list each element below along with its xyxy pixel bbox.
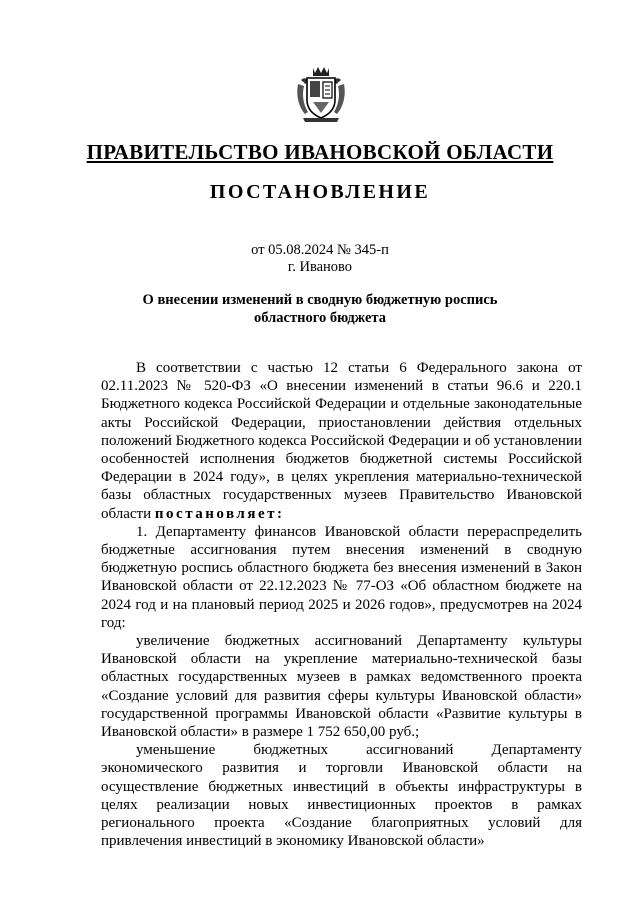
increase-paragraph: увеличение бюджетных ассигнований Департаменту культуры Ивановской области на укрепление материально-технической базы областных государственных музеев в рамках ведомственного проекта «Создание условий для развития сферы культуры Ивановской области» государственной программы Ивановской области «Развитие культуры в Ивановской области» в размере 1 752 650,00 руб.; [101, 633, 582, 741]
document-body [101, 359, 582, 850]
title-line-2: областного бюджета [254, 310, 386, 326]
preamble-paragraph [101, 359, 582, 523]
decree-word: постановляет [154, 505, 277, 522]
date-and-number: от 05.08.2024 № 345-п [251, 242, 389, 258]
clause-1-paragraph: 1. Департаменту финансов Ивановской области перераспределить бюджетные ассигнования путем внесения изменений в сводную бюджетную роспись областного бюджета без внесения изменений в Закон Ивановской области от 22.12.2023 № 77-ОЗ «Об областном бюджете на 2024 год и на плановый период 2025 и 2026 годов», предусмотрев на 2024 год: [101, 523, 582, 631]
decree-colon: : [277, 505, 285, 522]
title-line-1: О внесении изменений в сводную бюджетную роспись [142, 292, 498, 308]
city: г. Иваново [287, 259, 353, 275]
preamble-text: В соответствии с частью 12 статьи 6 Федерального закона от 02.11.2023 № 520-ФЗ «О внесении изменений в статьи 96.6 и 220.1 Бюджетного кодекса Российской Федерации и отдельные законодательные акты Российской Федерации, приостановлении действия отдельных положений Бюджетного кодекса Российской Федерации и об установлении особенностей исполнения бюджетов бюджетной системы Российской Федерации в 2024 году», в целях укрепления материально-технической базы областных государственных музеев Правительство Ивановской области [101, 360, 582, 522]
document-title [0, 291, 640, 327]
decrease-paragraph: уменьшение бюджетных ассигнований Департаменту экономического развития и торговли Ивановской области на осуществление бюджетных инвестиций в объекты инфраструктуры в целях реализации новых инвестиционных проектов в рамках регионального проекта «Создание благоприятных условий для привлечения инвестиций в экономику Ивановской области» [101, 742, 582, 850]
document-type: ПОСТАНОВЛЕНИЕ [209, 181, 431, 203]
coat-of-arms-emblem [295, 64, 347, 126]
government-name: ПРАВИТЕЛЬСТВО ИВАНОВСКОЙ ОБЛАСТИ [86, 140, 554, 164]
